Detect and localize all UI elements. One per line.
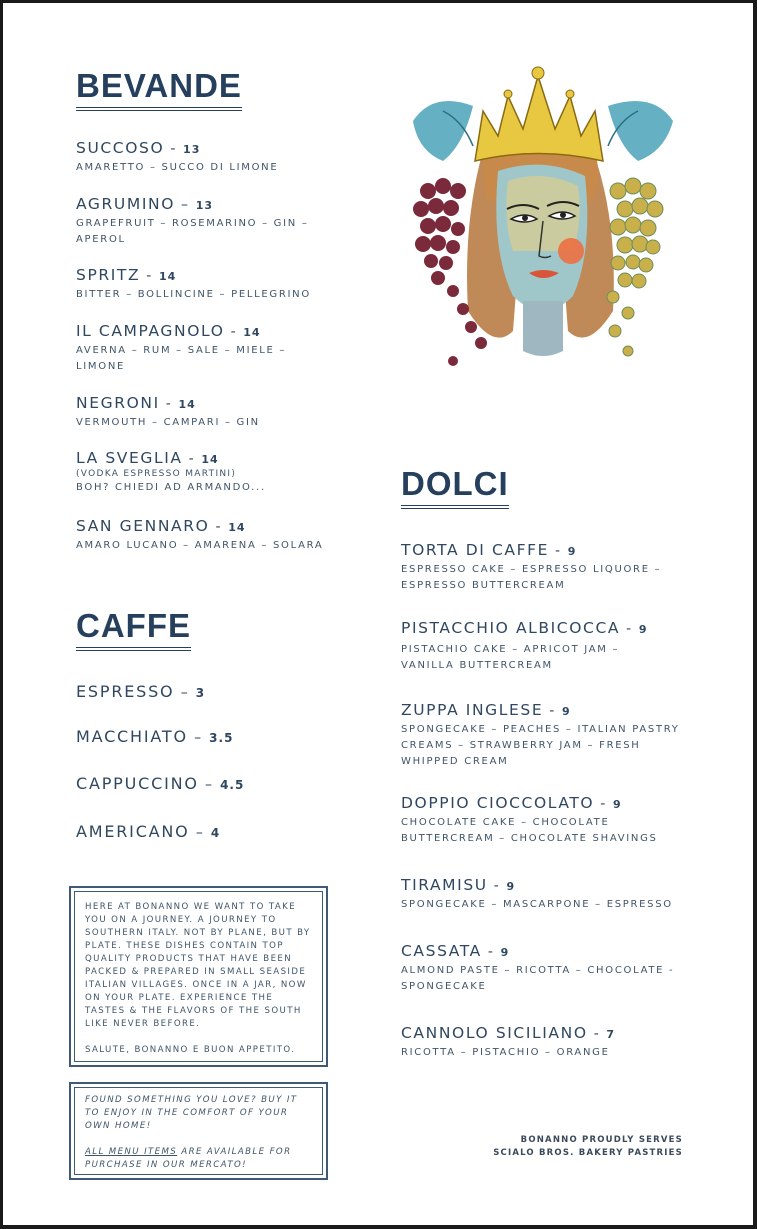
dessert-item: CANNOLO SICILIANO - 7 RICOTTA – PISTACHIO – ORANGE bbox=[401, 1024, 701, 1061]
dessert-name: TIRAMISU bbox=[401, 876, 488, 894]
dessert-price: 7 bbox=[606, 1028, 616, 1041]
drink-desc: BITTER – BOLLINCINE – PELLEGRINO bbox=[76, 289, 311, 300]
dessert-item: ZUPPA INGLESE - 9 SPONGECAKE – PEACHES – ITALIAN PASTRY CREAMS – STRAWBERRY JAM – FRESH WHIPPED CREAM bbox=[401, 701, 691, 770]
dessert-desc: ALMOND PASTE – RICOTTA – CHOCOLATE - SPONGECAKE bbox=[401, 965, 675, 992]
intro-signoff: SALUTE, BONANNO E BUON APPETITO. bbox=[85, 1045, 296, 1055]
drink-item: IL CAMPAGNOLO - 14 AVERNA – RUM – SALE – MIELE – LIMONE bbox=[76, 322, 326, 375]
dessert-price: 9 bbox=[500, 946, 510, 959]
caffe-title: CAFFE bbox=[76, 607, 191, 645]
footer-note bbox=[493, 1134, 683, 1160]
dessert-price: 9 bbox=[613, 798, 622, 811]
mercato-purchase-text: ALL MENU ITEMS ARE AVAILABLE FOR PURCHASE IN OUR MERCATO! bbox=[85, 1147, 292, 1170]
coffee-price: 3 bbox=[195, 686, 206, 700]
drink-name: SPRITZ bbox=[76, 266, 141, 284]
drink-note: (VODKA ESPRESSO MARTINI) bbox=[76, 469, 237, 479]
coffee-item: AMERICANO – 4 bbox=[76, 822, 221, 841]
dessert-name: CANNOLO SICILIANO bbox=[401, 1024, 588, 1042]
dessert-price: 9 bbox=[567, 545, 577, 558]
drink-name: SUCCOSO bbox=[76, 139, 165, 157]
mercato-text: FOUND SOMETHING YOU LOVE? BUY IT TO ENJOY IN THE COMFORT OF YOUR OWN HOME! bbox=[85, 1095, 298, 1131]
drink-price: 14 bbox=[243, 326, 261, 339]
dessert-desc: ESPRESSO CAKE – ESPRESSO LIQUORE – ESPRESSO BUTTERCREAM bbox=[401, 564, 662, 591]
dessert-desc: PISTACHIO CAKE – APRICOT JAM – VANILLA BUTTERCREAM bbox=[401, 644, 620, 671]
drink-price: 14 bbox=[201, 453, 219, 466]
drink-price: 14 bbox=[228, 521, 246, 534]
drink-desc: AMARO LUCANO – AMARENA – SOLARA bbox=[76, 540, 324, 551]
coffee-item: MACCHIATO – 3.5 bbox=[76, 727, 234, 746]
dessert-item: DOPPIO CIOCCOLATO - 9 CHOCOLATE CAKE – CHOCOLATE BUTTERCREAM – CHOCOLATE SHAVINGS bbox=[401, 794, 671, 847]
bevande-title: BEVANDE bbox=[76, 67, 242, 105]
coffee-name: ESPRESSO bbox=[76, 682, 175, 701]
dessert-price: 9 bbox=[506, 880, 516, 893]
drink-price: 13 bbox=[183, 143, 201, 156]
coffee-name: AMERICANO bbox=[76, 822, 190, 841]
drink-name: IL CAMPAGNOLO bbox=[76, 322, 225, 340]
crowned-woman-with-grapes-illustration bbox=[403, 51, 673, 381]
mercato-box bbox=[69, 1082, 328, 1180]
dessert-item: TIRAMISU - 9 SPONGECAKE – MASCARPONE – ESPRESSO bbox=[401, 876, 701, 913]
intro-text: HERE AT BONANNO WE WANT TO TAKE YOU ON A JOURNEY. A JOURNEY TO SOUTHERN ITALY. NOT BY PLANE, BUT BY PLATE. THESE DISHES CONTAIN TOP QUALITY PRODUCTS THAT HAVE BEEN PACKED & PREPARED IN SMALL SEASIDE ITALIAN VILLAGES. ONCE IN A JAR, NOW ON YOUR PLATE. EXPERIENCE THE TASTES & THE FLAVORS OF THE SOUTH LIKE NEVER BEFORE. bbox=[85, 902, 311, 1029]
drink-item: SAN GENNARO - 14 AMARO LUCANO – AMARENA – SOLARA bbox=[76, 517, 376, 554]
drink-name: AGRUMINO bbox=[76, 195, 175, 213]
drink-item: AGRUMINO – 13 GRAPEFRUIT – ROSEMARINO – GIN – APEROL bbox=[76, 195, 336, 248]
drink-price: 14 bbox=[178, 398, 196, 411]
dessert-name: ZUPPA INGLESE bbox=[401, 701, 544, 719]
dessert-item: CASSATA - 9 ALMOND PASTE – RICOTTA – CHOCOLATE - SPONGECAKE bbox=[401, 942, 686, 995]
coffee-price: 4.5 bbox=[220, 778, 245, 792]
dessert-price: 9 bbox=[638, 623, 648, 636]
drink-desc: AVERNA – RUM – SALE – MIELE – LIMONE bbox=[76, 345, 287, 372]
drink-price: 13 bbox=[195, 199, 214, 212]
drink-item: LA SVEGLIA - 14 (VODKA ESPRESSO MARTINI) BOH? CHIEDI AD ARMANDO... bbox=[76, 449, 376, 496]
dessert-name: PISTACCHIO ALBICOCCA bbox=[401, 619, 621, 637]
dessert-desc: RICOTTA – PISTACHIO – ORANGE bbox=[401, 1047, 610, 1058]
drink-name: SAN GENNARO bbox=[76, 517, 210, 535]
dessert-desc: CHOCOLATE CAKE – CHOCOLATE BUTTERCREAM – CHOCOLATE SHAVINGS bbox=[401, 817, 658, 844]
drink-desc: AMARETTO – SUCCO DI LIMONE bbox=[76, 162, 279, 173]
dessert-item: TORTA DI CAFFE - 9 ESPRESSO CAKE – ESPRESSO LIQUORE – ESPRESSO BUTTERCREAM bbox=[401, 541, 671, 594]
drink-desc: GRAPEFRUIT – ROSEMARINO – GIN – APEROL bbox=[76, 218, 309, 245]
dessert-item: PISTACCHIO ALBICOCCA - 9 PISTACHIO CAKE – APRICOT JAM – VANILLA BUTTERCREAM bbox=[401, 619, 641, 674]
intro-box bbox=[69, 886, 328, 1067]
dessert-desc: SPONGECAKE – PEACHES – ITALIAN PASTRY CREAMS – STRAWBERRY JAM – FRESH WHIPPED CREAM bbox=[401, 724, 680, 767]
drink-desc: VERMOUTH – CAMPARI – GIN bbox=[76, 417, 260, 428]
footer-line-2: SCIALO BROS. BAKERY PASTRIES bbox=[493, 1148, 683, 1158]
footer-line-1: BONANNO PROUDLY SERVES bbox=[520, 1135, 683, 1145]
drink-item: SUCCOSO - 13 AMARETTO – SUCCO DI LIMONE bbox=[76, 139, 376, 176]
dessert-name: CASSATA bbox=[401, 942, 482, 960]
coffee-item: ESPRESSO – 3 bbox=[76, 682, 206, 701]
coffee-item: CAPPUCCINO – 4.5 bbox=[76, 774, 245, 793]
drink-name: LA SVEGLIA bbox=[76, 449, 183, 467]
coffee-price: 3.5 bbox=[209, 731, 234, 745]
coffee-name: CAPPUCCINO bbox=[76, 774, 199, 793]
dolci-title: DOLCI bbox=[401, 465, 509, 503]
dessert-name: DOPPIO CIOCCOLATO bbox=[401, 794, 595, 812]
drink-price: 14 bbox=[158, 270, 177, 283]
dessert-name: TORTA DI CAFFE bbox=[401, 541, 549, 559]
dessert-desc: SPONGECAKE – MASCARPONE – ESPRESSO bbox=[401, 899, 673, 910]
drink-item: SPRITZ - 14 BITTER – BOLLINCINE – PELLEGRINO bbox=[76, 266, 376, 303]
drink-name: NEGRONI bbox=[76, 394, 160, 412]
coffee-price: 4 bbox=[210, 826, 221, 840]
menu-page bbox=[3, 3, 753, 1225]
drink-item: NEGRONI - 14 VERMOUTH – CAMPARI – GIN bbox=[76, 394, 376, 431]
menu-items-link[interactable]: ALL MENU ITEMS bbox=[85, 1147, 178, 1157]
dessert-price: 9 bbox=[562, 705, 571, 718]
drink-desc: BOH? CHIEDI AD ARMANDO... bbox=[76, 482, 266, 493]
coffee-name: MACCHIATO bbox=[76, 727, 188, 746]
